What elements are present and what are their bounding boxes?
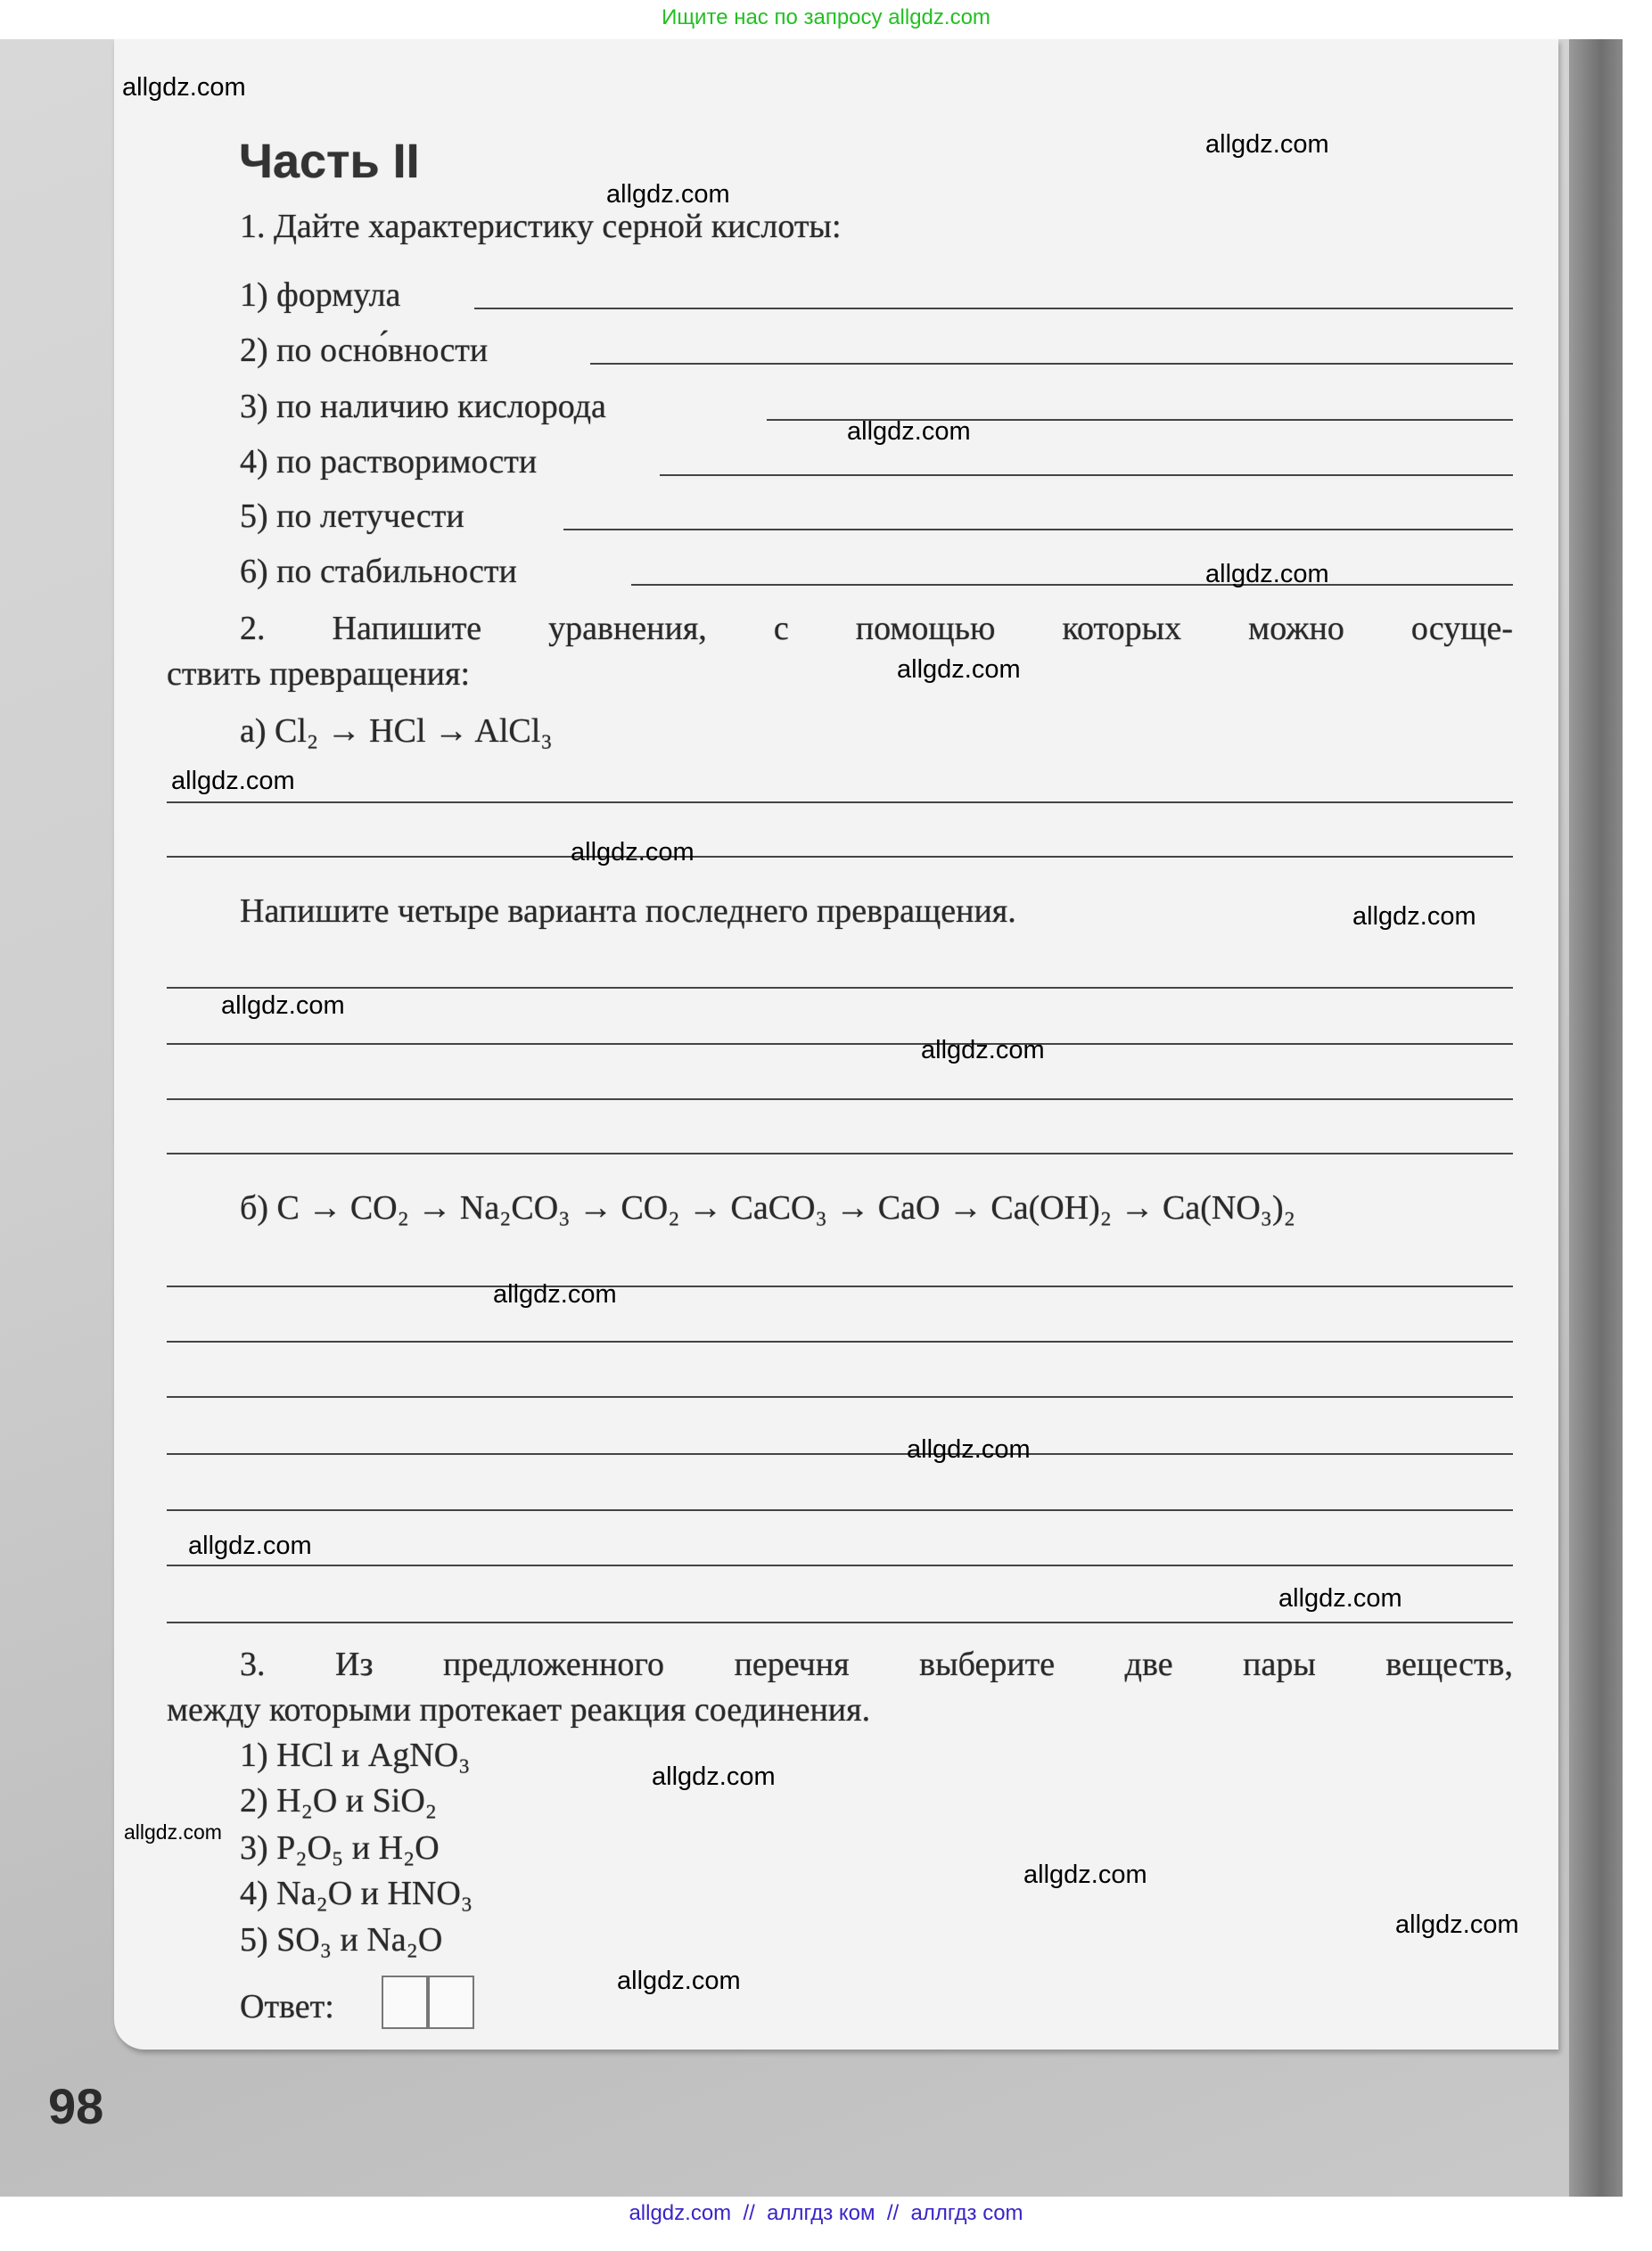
watermark: allgdz.com xyxy=(1278,1584,1402,1613)
task1-item-4: 4) по растворимости xyxy=(240,443,538,481)
watermark: allgdz.com xyxy=(122,73,246,102)
answer-line[interactable] xyxy=(167,1043,1513,1045)
answer-line[interactable] xyxy=(167,801,1513,803)
watermark: allgdz.com xyxy=(1205,560,1329,588)
task3-title-line1: 3. Из предложенного перечня выберите две пары веществ, xyxy=(240,1646,1513,1683)
watermark: allgdz.com xyxy=(1395,1910,1519,1939)
banner-text: Ищите нас по запросу allgdz.com xyxy=(662,5,990,29)
watermark: allgdz.com xyxy=(571,838,694,867)
answer-line[interactable] xyxy=(167,1396,1513,1398)
watermark: allgdz.com xyxy=(921,1036,1045,1064)
answer-box-1[interactable] xyxy=(382,1976,428,2029)
watermark: allgdz.com xyxy=(907,1435,1031,1464)
section-heading: Часть II xyxy=(239,135,420,188)
watermark: allgdz.com xyxy=(1352,902,1476,931)
watermark: allgdz.com xyxy=(1205,130,1329,159)
task2-part-b: б) C → CO₂ → Na₂CO₃ → CO₂ → CaCO₃ → CaO → Ca(OH)₂ → Ca(NO₃)₂ xyxy=(240,1189,1295,1227)
watermark: allgdz.com xyxy=(124,1820,222,1844)
answer-line[interactable] xyxy=(167,1341,1513,1343)
watermark: allgdz.com xyxy=(171,767,295,795)
answer-line[interactable] xyxy=(590,363,1513,365)
answer-label: Ответ: xyxy=(240,1988,334,2025)
watermark: allgdz.com xyxy=(652,1762,776,1791)
answer-line[interactable] xyxy=(167,1098,1513,1100)
answer-line[interactable] xyxy=(631,584,1513,586)
book-spine xyxy=(1569,39,1623,2197)
task1-item-3: 3) по наличию кислорода xyxy=(240,388,606,425)
task2-title-line1: 2. Напишите уравнения, с помощью которых можно осуще- xyxy=(240,610,1513,647)
task1-item-2: 2) по осно́вности xyxy=(240,332,489,369)
task3-title-line2: между которыми протекает реакция соединения. xyxy=(167,1691,871,1729)
task3-option-4: 4) Na₂O и HNO₃ xyxy=(240,1875,473,1912)
answer-line[interactable] xyxy=(167,856,1513,858)
answer-line[interactable] xyxy=(167,1153,1513,1154)
task1-item-6: 6) по стабильности xyxy=(240,553,517,590)
task3-option-3: 3) P₂O₅ и H₂O xyxy=(240,1829,440,1867)
answer-box-2[interactable] xyxy=(428,1976,474,2029)
task2-title-line2: ствить превращения: xyxy=(167,655,471,693)
watermark: allgdz.com xyxy=(493,1280,617,1309)
watermark: allgdz.com xyxy=(188,1532,312,1560)
task2-four-variants: Напишите четыре варианта последнего превращения. xyxy=(240,892,1016,930)
answer-line[interactable] xyxy=(167,1565,1513,1566)
watermark: allgdz.com xyxy=(221,991,345,1020)
answer-line[interactable] xyxy=(474,308,1513,309)
task3-option-5: 5) SO₃ и Na₂O xyxy=(240,1921,443,1959)
watermark: allgdz.com xyxy=(897,655,1021,684)
task1-item-5: 5) по летучести xyxy=(240,497,464,535)
task3-option-2: 2) H₂O и SiO₂ xyxy=(240,1782,438,1820)
page-number: 98 xyxy=(48,2078,104,2134)
watermark: allgdz.com xyxy=(1023,1861,1147,1889)
top-banner xyxy=(0,0,1652,39)
answer-line[interactable] xyxy=(167,1453,1513,1455)
watermark: allgdz.com xyxy=(847,417,971,446)
answer-line[interactable] xyxy=(660,474,1513,476)
answer-line[interactable] xyxy=(167,1286,1513,1287)
answer-line[interactable] xyxy=(167,987,1513,989)
task3-option-1: 1) HCl и AgNO₃ xyxy=(240,1737,471,1774)
footer-text[interactable]: allgdz.com // аллгдз ком // аллгдз com xyxy=(629,2201,1023,2225)
answer-line[interactable] xyxy=(563,529,1513,530)
footer-links xyxy=(0,2200,1652,2251)
task1-title: 1. Дайте характеристику серной кислоты: xyxy=(240,208,842,245)
watermark: allgdz.com xyxy=(606,180,730,209)
task1-item-1: 1) формула xyxy=(240,276,401,314)
answer-line[interactable] xyxy=(167,1622,1513,1623)
watermark: allgdz.com xyxy=(617,1967,741,1995)
answer-line[interactable] xyxy=(167,1509,1513,1511)
task2-part-a: а) Cl₂ → HCl → AlCl₃ xyxy=(240,712,553,750)
